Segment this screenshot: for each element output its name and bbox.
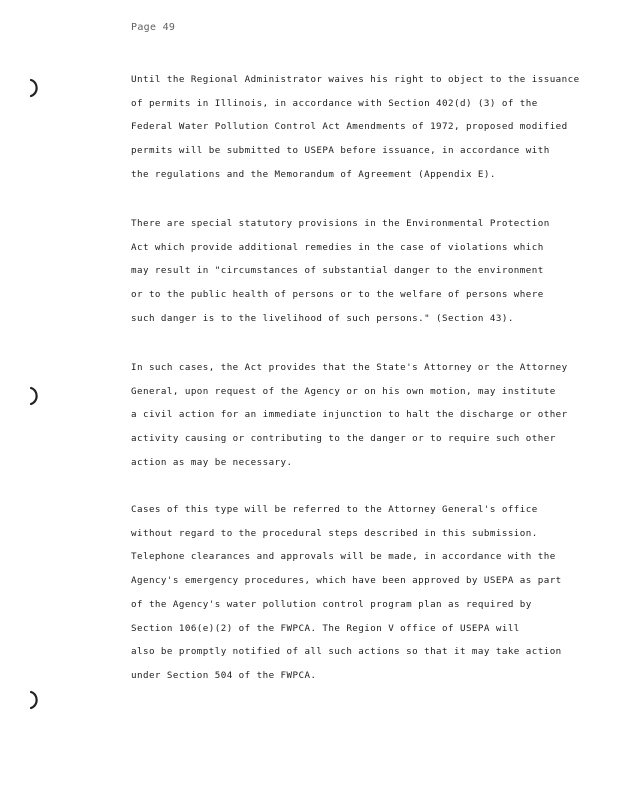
text-line: also be promptly notified of all such actions so that it may take action (131, 646, 562, 658)
text-line: of permits in Illinois, in accordance with Section 402(d) (3) of the (131, 97, 538, 109)
text-line: Federal Water Pollution Control Act Amendments of 1972, proposed modified (131, 121, 568, 133)
text-line: Section 106(e)(2) of the FWPCA. The Region V office of USEPA will (131, 622, 520, 634)
binder-hole-mark-icon (28, 690, 42, 710)
paragraph-statutory-provisions (131, 212, 591, 331)
text-line: such danger is to the livelihood of such persons." (Section 43). (131, 312, 514, 324)
binder-hole-mark-icon (28, 78, 42, 98)
text-line: In such cases, the Act provides that the State's Attorney or the Attorney (131, 362, 568, 373)
text-line: without regard to the procedural steps described in this submission. (131, 527, 538, 539)
text-line: Cases of this type will be referred to the Attorney General's office (131, 504, 538, 515)
page-number: Page 49 (131, 22, 176, 33)
text-line: Telephone clearances and approvals will be made, in accordance with the (131, 551, 556, 563)
text-line: Act which provide additional remedies in the case of violations which (131, 241, 544, 253)
text-line: or to the public health of persons or to the welfare of persons where (131, 289, 544, 301)
text-line: under Section 504 of the FWPCA. (131, 669, 317, 681)
text-line: action as may be necessary. (131, 456, 293, 468)
text-line: a civil action for an immediate injunction to halt the discharge or other (131, 409, 568, 421)
text-line: of the Agency's water pollution control program plan as required by (131, 598, 532, 610)
text-line: activity causing or contributing to the danger or to require such other (131, 433, 556, 445)
binder-hole-mark-icon (28, 386, 42, 406)
text-line: There are special statutory provisions in the Environmental Protection (131, 218, 550, 229)
text-line: the regulations and the Memorandum of Agreement (Appendix E). (131, 168, 496, 180)
paragraph-referral-procedure (131, 498, 591, 688)
paragraph-permit-review (131, 68, 591, 187)
paragraph-civil-action (131, 356, 591, 475)
text-line: General, upon request of the Agency or on his own motion, may institute (131, 385, 556, 397)
text-line: Until the Regional Administrator waives his right to object to the issuance (131, 74, 580, 85)
text-line: Agency's emergency procedures, which have been approved by USEPA as part (131, 575, 562, 587)
text-line: permits will be submitted to USEPA before issuance, in accordance with (131, 145, 550, 157)
text-line: may result in "circumstances of substantial danger to the environment (131, 265, 544, 277)
